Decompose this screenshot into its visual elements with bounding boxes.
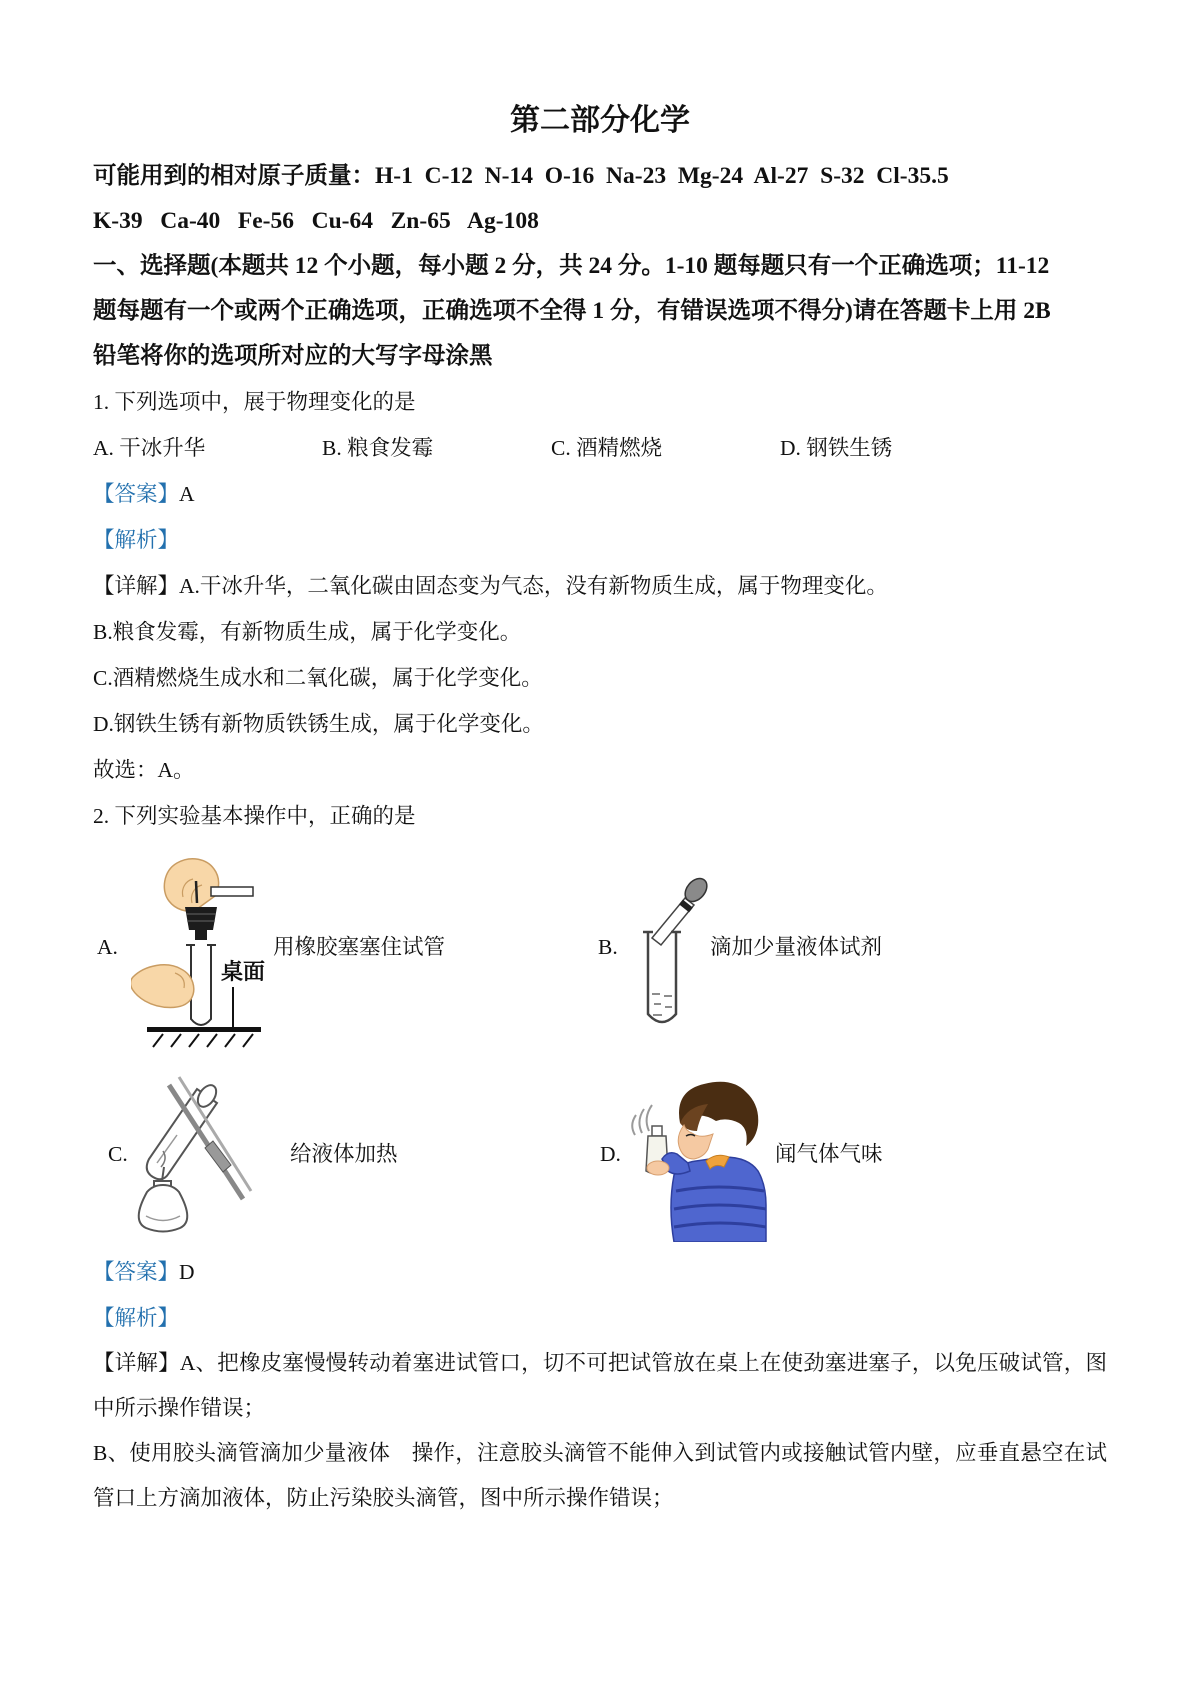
q2-detail-b: B、使用胶头滴管滴加少量液体 操作，注意胶头滴管不能伸入到试管内或接触试管内壁，应垂直悬空在试管口上方滴加液体，防止污染胶头滴管，图中所示操作错误；: [93, 1441, 1107, 1510]
q1-option-c: C. 酒精燃烧: [551, 436, 663, 460]
q1-detail-a: 【详解】A.干冰升华，二氧化碳由固态变为气态，没有新物质生成，属于物理变化。: [93, 574, 888, 598]
q2-option-c-caption: 给液体加热: [290, 1142, 398, 1166]
q2-option-c-label: C.: [108, 1142, 128, 1166]
q1-stem: 1. 下列选项中，展于物理变化的是: [93, 390, 416, 414]
q2-option-b-illustration: [638, 874, 716, 1034]
q2-option-a-label: A.: [97, 935, 118, 959]
q2-stem: 2. 下列实验基本操作中，正确的是: [93, 804, 416, 828]
exam-content: [93, 0, 1107, 1521]
q1-detail-c: C.酒精燃烧生成水和二氧化碳，属于化学变化。: [93, 666, 543, 690]
q2-option-b-caption: 滴加少量液体试剂: [710, 935, 883, 959]
q2-answer-line: [93, 1249, 1107, 1295]
rubber-stopper-icon: [185, 907, 217, 940]
q2-option-a-caption: 用橡胶塞塞住试管: [273, 935, 446, 959]
q2-option-c-illustration: [125, 1069, 255, 1237]
boy-smelling-gas-icon: [647, 1082, 766, 1242]
page-title: 第二部分化学: [510, 104, 690, 137]
q1-option-d: D. 钢铁生锈: [780, 436, 893, 460]
q2-option-b-label: B.: [598, 935, 618, 959]
hand-holding-tube-icon: [131, 965, 194, 1008]
dropper-icon: [652, 874, 711, 945]
q1-options-row: [93, 425, 1107, 471]
waft-lines-icon: [632, 1105, 652, 1135]
section-heading-line-1: 一、选择题(本题共 12 个小题，每小题 2 分，共 24 分。1-10 题每题只有一个正确选项；11-12: [93, 253, 1050, 279]
q2-option-d-caption: 闻气体气味: [775, 1142, 883, 1166]
q2-detail-a: 【详解】A、把橡皮塞慢慢转动着塞进试管口，切不可把试管放在桌上在使劲塞进塞子，以免压破试管，图中所示操作错误；: [93, 1351, 1107, 1420]
table-surface-icon: [147, 1027, 261, 1047]
q2-answer-value: D: [179, 1260, 195, 1284]
table-surface-label: 桌面: [221, 959, 266, 984]
test-tube-icon: [643, 932, 681, 1022]
q2-figures: [93, 839, 1107, 1249]
atomic-mass-line-2: K-39 Ca-40 Fe-56 Cu-64 Zn-65 Ag-108: [93, 208, 539, 234]
atomic-mass-line-1: 可能用到的相对原子质量：H-1 C-12 N-14 O-16 Na-23 Mg-24 Al-27 S-32 Cl-35.5: [93, 163, 949, 189]
liquid-dashes: [652, 994, 672, 1015]
q1-conclusion: 故选：A。: [93, 758, 195, 782]
section-heading-line-2: 题每题有一个或两个正确选项，正确选项不全得 1 分，有错误选项不得分)请在答题卡上用 2B: [93, 298, 1051, 324]
q1-answer-value: A: [179, 482, 195, 506]
q2-analysis-label: 【解析】: [93, 1306, 180, 1330]
hand-holding-stopper-icon: [164, 859, 253, 911]
alcohol-lamp-icon: [139, 1151, 188, 1232]
q2-option-d-illustration: [628, 1079, 768, 1242]
q2-option-d-label: D.: [600, 1142, 621, 1166]
q1-detail-b: B.粮食发霉，有新物质生成，属于化学变化。: [93, 620, 522, 644]
q1-answer-label: 【答案】: [93, 482, 180, 506]
q1-option-a: A. 干冰升华: [93, 436, 206, 460]
q2-answer-label: 【答案】: [93, 1260, 180, 1284]
q1-detail-d: D.钢铁生锈有新物质铁锈生成，属于化学变化。: [93, 712, 544, 736]
q1-analysis-label: 【解析】: [93, 528, 180, 552]
q1-answer-line: [93, 471, 1107, 517]
q2-option-a-illustration: [131, 857, 276, 1052]
test-tube-icon: [147, 1082, 220, 1179]
section-heading-line-3: 铅笔将你的选项所对应的大写字母涂黑: [93, 343, 493, 369]
q1-option-b: B. 粮食发霉: [322, 436, 434, 460]
